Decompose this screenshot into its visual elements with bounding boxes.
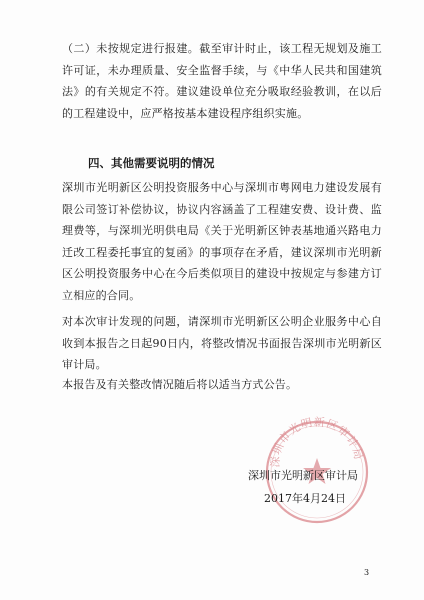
- svg-text:深圳市光明新区审计局: 深圳市光明新区审计局: [268, 416, 366, 468]
- section-heading-other-matters: 四、其他需要说明的情况: [88, 156, 215, 170]
- page-number: 3: [364, 568, 370, 577]
- signature-organization: 深圳市光明新区审计局: [248, 469, 358, 482]
- paragraph-compensation-agreement: 深圳市光明新区公明投资服务中心与深圳市粤网电力建设发展有限公司签订补偿协议，协议内容涵盖了工程建安费、设计费、监理费等，与深圳光明供电局《关于光明新区钟表基地通兴路电力迁改工程委托事宜的复函》的事项存在矛盾，建议深圳市光明新区公明投资服务中心在今后类似项目的建设中按规定与参建方订立相应的合同。: [62, 181, 382, 302]
- paragraph-announcement: 本报告及有关整改情况随后将以适当方式公告。: [62, 378, 298, 391]
- paragraph-unreported-construction: （二）未按规定进行报建。截至审计时止，该工程无规划及施工许可证，未办理质量、安全监督手续，与《中华人民共和国建筑法》的有关规定不符。建议建设单位充分吸取经验教训，在以后的工程建设中，应严格按基本建设程序组织实施。: [62, 42, 382, 120]
- signature-date: 2017年4月24日: [264, 492, 346, 505]
- paragraph-rectification-request: 对本次审计发现的问题，请深圳市光明新区公明企业服务中心自收到本报告之日起90日内，将整改情况书面报告深圳市光明新区审计局。: [62, 315, 382, 371]
